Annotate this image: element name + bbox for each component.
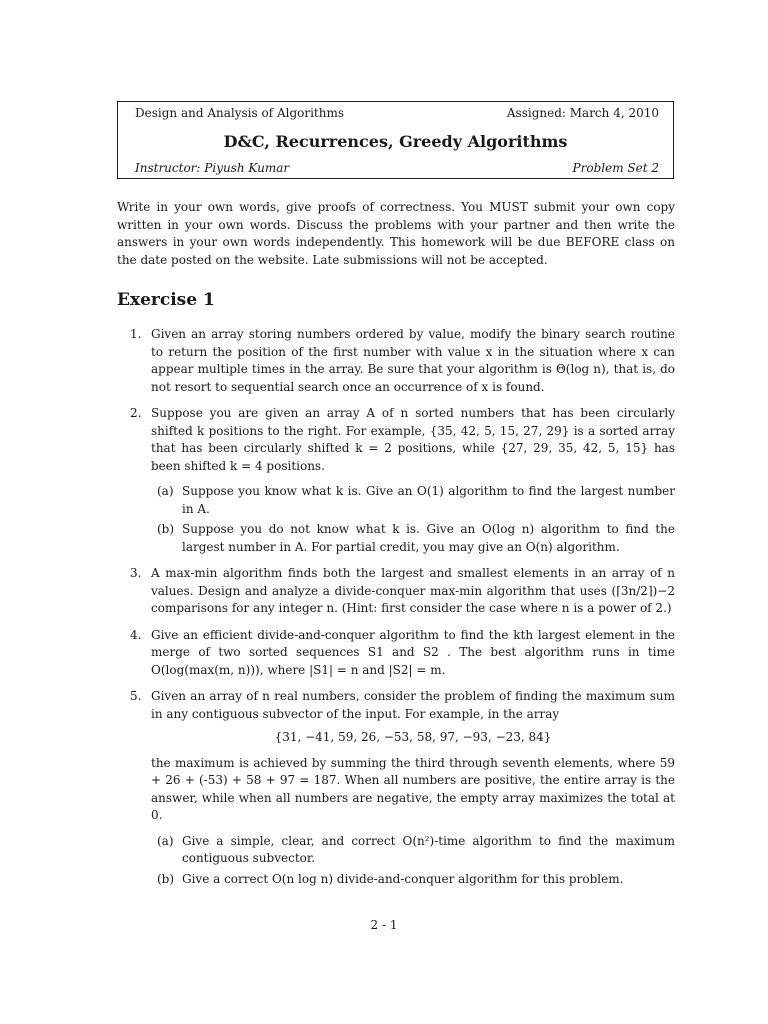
problem-set-number: Problem Set 2 — [572, 161, 659, 175]
subproblem-text: Suppose you do not know what k is. Give an O(log n) algorithm to find the largest number in A. For partial credit, you may give an O(n) algorithm. — [182, 522, 675, 554]
subproblem-b — [151, 871, 675, 889]
subproblem-label: (a) — [157, 484, 174, 498]
subproblem-list — [151, 833, 675, 889]
problem-text: A max-min algorithm finds both the largest and smallest elements in an array of n values. Design and analyze a divide-conquer max-min algorithm that uses (⌈3n/2⌉)−2 comparisons for any integer n. (Hint: first consider the case where n is a power of 2.) — [151, 566, 675, 615]
course-name: Design and Analysis of Algorithms — [135, 106, 345, 120]
header-box — [117, 101, 674, 179]
subproblem-label: (b) — [157, 871, 175, 886]
problem-text: Given an array of n real numbers, consider the problem of finding the maximum sum in any contiguous subvector of the input. For example, in the array — [151, 689, 675, 721]
assigned-date: Assigned: March 4, 2010 — [506, 106, 659, 120]
problem-text-continued: the maximum is achieved by summing the third through seventh elements, where 59 + 26 + (-53) + 58 + 97 = 187. When all numbers are positive, the entire array is the answer, while when all numbers are negative, the empty array maximizes the total at 0. — [151, 755, 675, 822]
subproblem-text: Give a simple, clear, and correct O(n²)-time algorithm to find the maximum contiguous subvector. — [182, 833, 675, 865]
problem-text: Give an efficient divide-and-conquer algorithm to find the kth largest element in the merge of two sorted sequences S1 and S2 . The best algorithm runs in time O(log(max(m, n))), where |S1| = n and |S2| = m. — [151, 627, 675, 677]
instructor: Instructor: Piyush Kumar — [135, 161, 290, 175]
header-top-row — [135, 106, 659, 120]
intro-paragraph: Write in your own words, give proofs of correctness. You MUST submit your own copy written in your own words. Discuss the problems with your partner and then write the answers in your own words independently. This homework will be due BEFORE class on the date posted on the website. Late submissions will not be accepted. — [117, 200, 675, 267]
subproblem-a — [151, 833, 675, 868]
subproblem-list — [151, 483, 675, 556]
problem-4 — [117, 627, 675, 680]
subproblem-a — [151, 483, 675, 518]
subproblem-text: Give a correct O(n log n) divide-and-conquer algorithm for this problem. — [182, 871, 624, 886]
subproblem-b — [151, 521, 675, 556]
subproblem-text: Suppose you know what k is. Give an O(1) algorithm to find the largest number in A. — [182, 484, 675, 516]
problem-2 — [117, 405, 675, 556]
problem-list — [117, 326, 675, 897]
subproblem-label: (a) — [157, 833, 174, 848]
example-array: {31, −41, 59, 26, −53, 58, 97, −93, −23, 84} — [274, 730, 552, 744]
exercise-heading: Exercise 1 — [117, 290, 215, 310]
problem-number: 2. — [130, 406, 142, 420]
problem-number: 1. — [130, 327, 142, 341]
subproblem-label: (b) — [157, 522, 175, 536]
problem-set-title: D&C, Recurrences, Greedy Algorithms — [223, 132, 568, 151]
problem-text: Suppose you are given an array A of n sorted numbers that has been circularly shifted k positions to the right. For example, {35, 42, 5, 15, 27, 29} is a sorted array that has been circularly shifted k = 2 positions, while {27, 29, 35, 42, 5, 15} has been shifted k = 4 positions. — [151, 406, 675, 473]
problem-number: 4. — [130, 627, 142, 642]
page-number: 2 - 1 — [370, 918, 398, 932]
problem-number: 3. — [130, 566, 142, 580]
problem-5 — [117, 688, 675, 888]
problem-3 — [117, 565, 675, 618]
header-bottom-row — [135, 161, 659, 175]
problem-number: 5. — [130, 689, 142, 703]
problem-1 — [117, 326, 675, 396]
problem-text: Given an array storing numbers ordered by value, modify the binary search routine to return the position of the first number with value x in the situation where x can appear multiple times in the array. Be sure that your algorithm is Θ(log n), that is, do not resort to sequential search once an occurrence of x is found. — [151, 327, 675, 394]
